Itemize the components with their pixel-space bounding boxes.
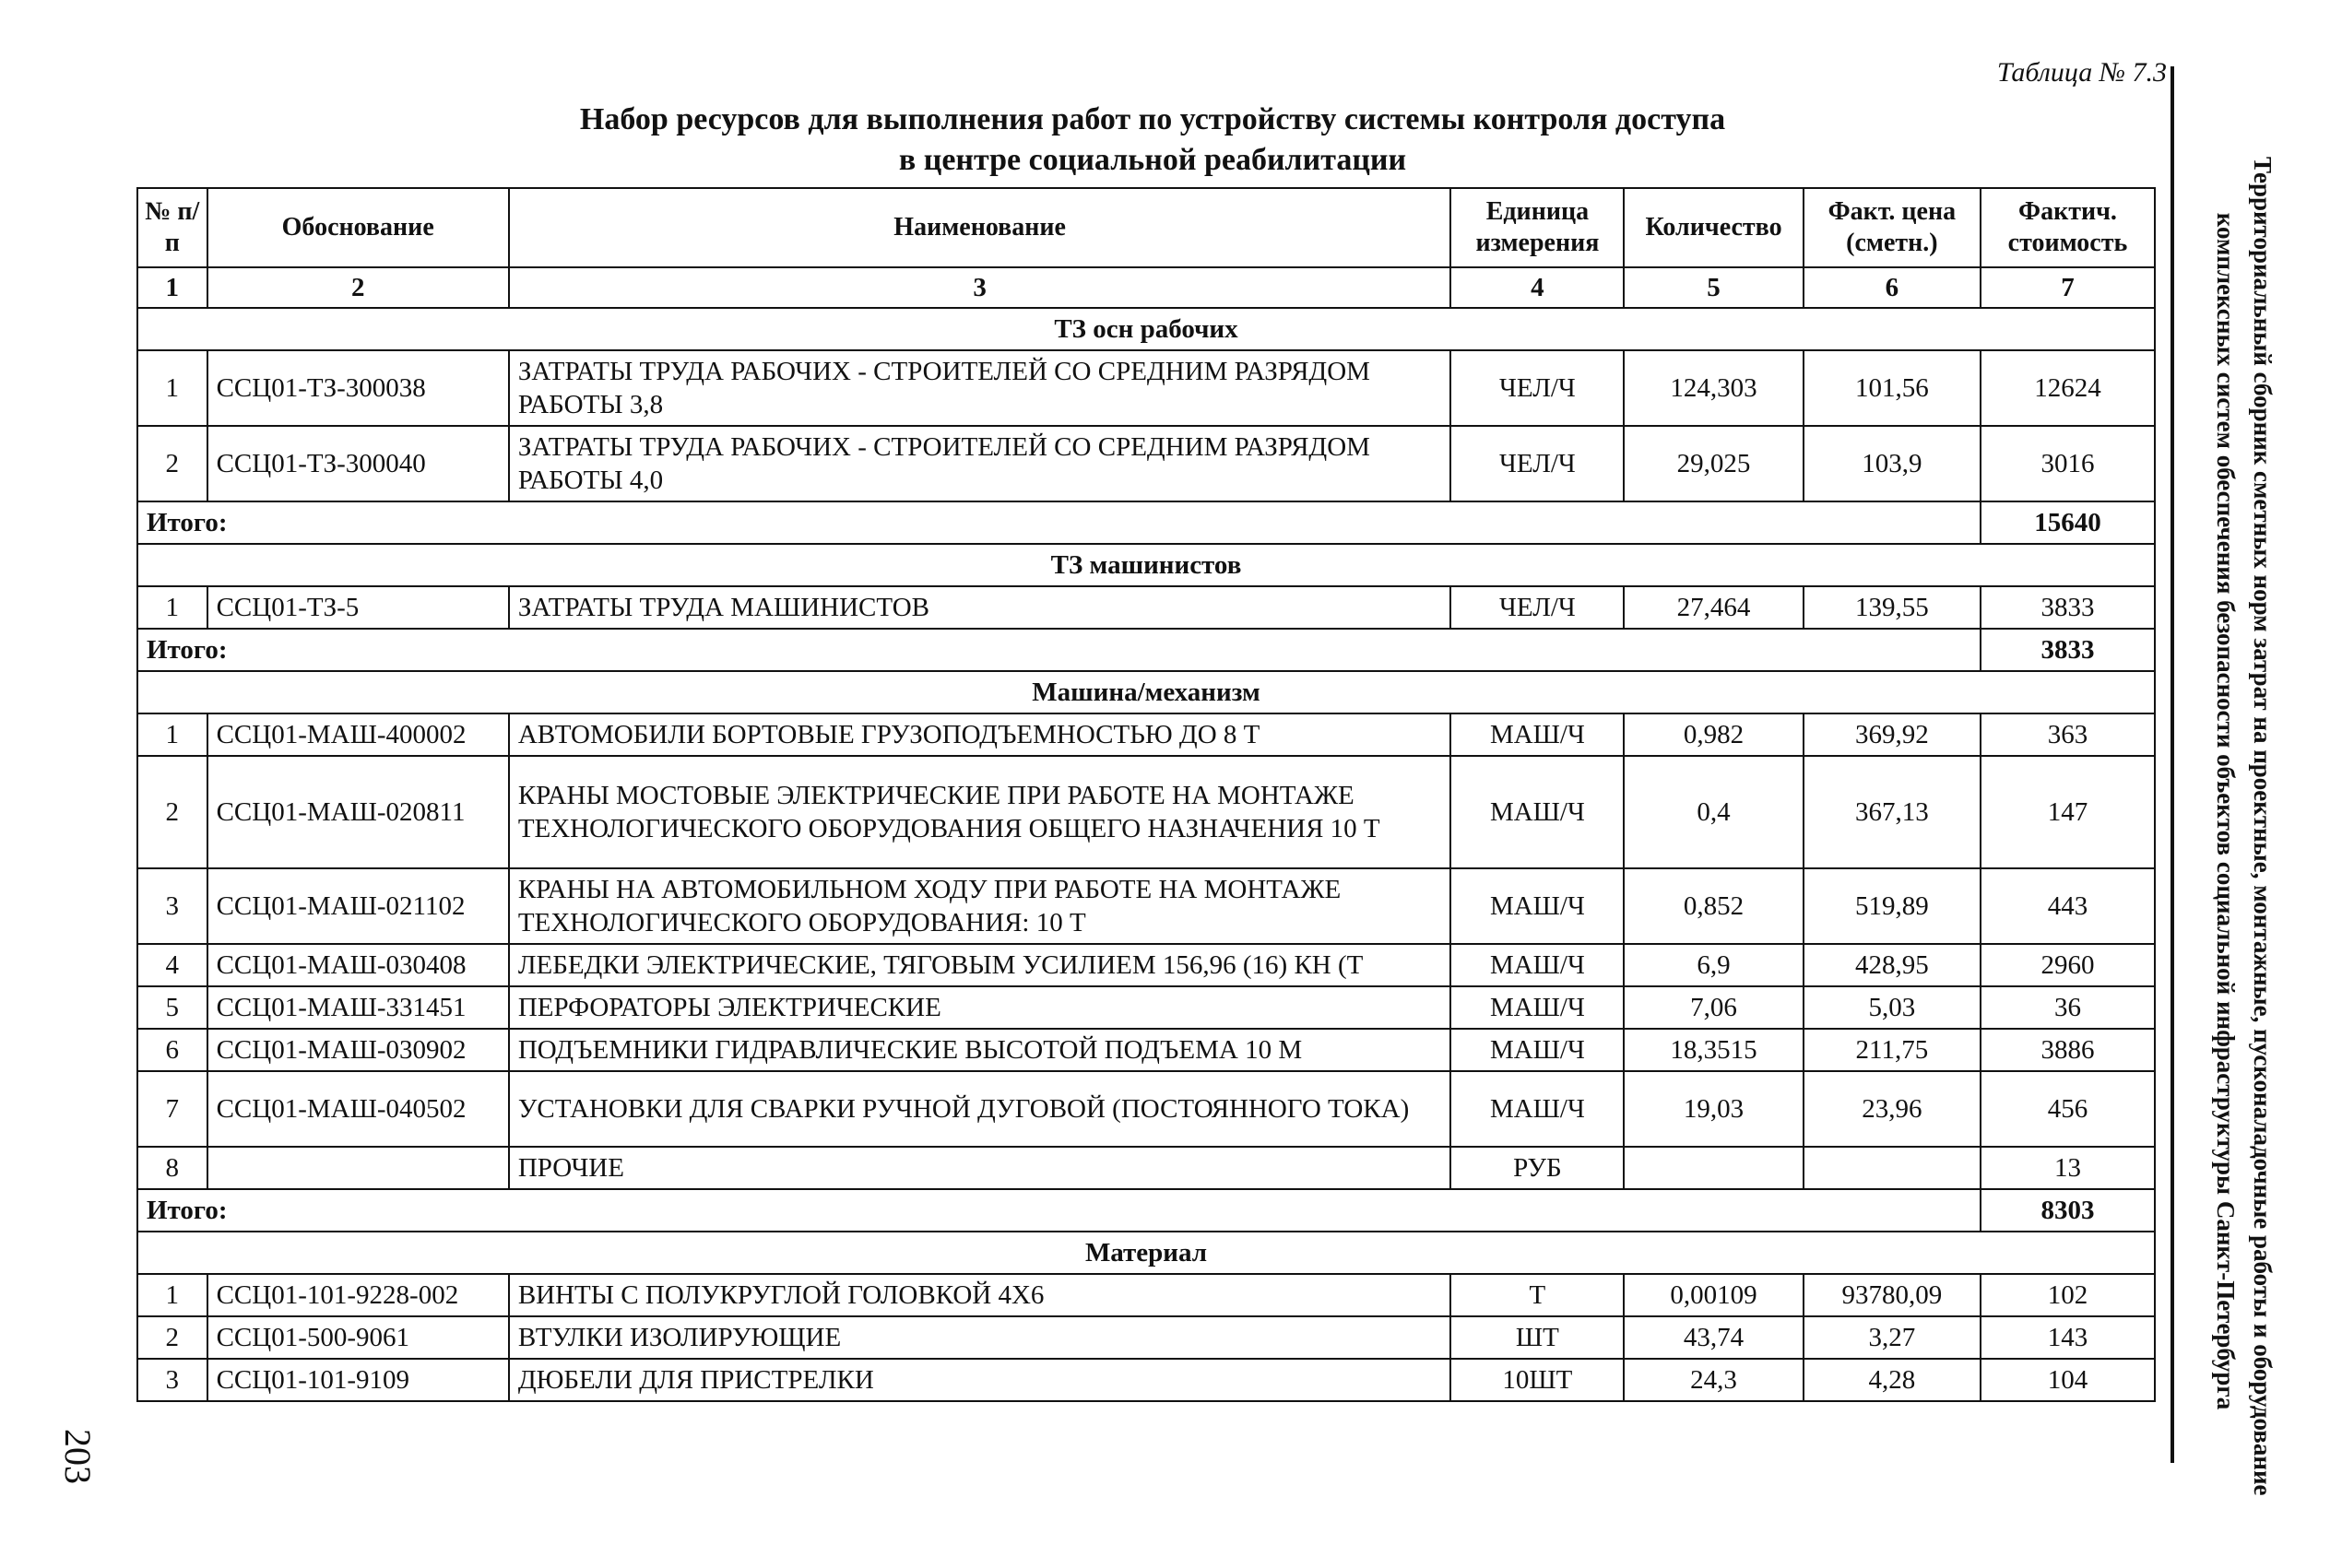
header-cell: Единица измерения	[1450, 188, 1624, 267]
table-row	[137, 986, 2155, 1029]
name-cell: УСТАНОВКИ ДЛЯ СВАРКИ РУЧНОЙ ДУГОВОЙ (ПОСТОЯННОГО ТОКА)	[509, 1071, 1451, 1147]
code-cell: ССЦ01-МАШ-021102	[207, 868, 509, 944]
cost-cell: 13	[1981, 1147, 2155, 1189]
name-cell: КРАНЫ НА АВТОМОБИЛЬНОМ ХОДУ ПРИ РАБОТЕ НА МОНТАЖЕ ТЕХНОЛОГИЧЕСКОГО ОБОРУДОВАНИЯ: 10 Т	[509, 868, 1451, 944]
cost-cell: 12624	[1981, 350, 2155, 426]
cost-cell: 2960	[1981, 944, 2155, 986]
section-title: Машина/механизм	[137, 671, 2155, 713]
unit-cell: 10ШТ	[1450, 1359, 1624, 1401]
unit-cell: МАШ/Ч	[1450, 868, 1624, 944]
unit-cell: МАШ/Ч	[1450, 713, 1624, 756]
header-row	[137, 188, 2155, 267]
table-row	[137, 944, 2155, 986]
total-label: Итого:	[137, 1189, 1981, 1232]
quantity-cell: 6,9	[1624, 944, 1803, 986]
unit-cell: МАШ/Ч	[1450, 944, 1624, 986]
section-header-row	[137, 544, 2155, 586]
cost-cell: 443	[1981, 868, 2155, 944]
quantity-cell: 124,303	[1624, 350, 1803, 426]
code-cell: ССЦ01-ТЗ-300040	[207, 426, 509, 501]
name-cell: АВТОМОБИЛИ БОРТОВЫЕ ГРУЗОПОДЪЕМНОСТЬЮ ДО 8 Т	[509, 713, 1451, 756]
unit-cell: Т	[1450, 1274, 1624, 1316]
name-cell: КРАНЫ МОСТОВЫЕ ЭЛЕКТРИЧЕСКИЕ ПРИ РАБОТЕ НА МОНТАЖЕ ТЕХНОЛОГИЧЕСКОГО ОБОРУДОВАНИЯ ОБЩЕГО НАЗНАЧЕНИЯ 10 Т	[509, 756, 1451, 868]
column-number-cell: 6	[1804, 267, 1981, 308]
section-header-row	[137, 671, 2155, 713]
row-number-cell: 7	[137, 1071, 207, 1147]
quantity-cell: 43,74	[1624, 1316, 1803, 1359]
header-cell: Наименование	[509, 188, 1451, 267]
column-number-cell: 4	[1450, 267, 1624, 308]
header-cell: Фактич. стоимость	[1981, 188, 2155, 267]
code-cell: ССЦ01-МАШ-040502	[207, 1071, 509, 1147]
price-cell: 101,56	[1804, 350, 1981, 426]
unit-cell: МАШ/Ч	[1450, 1029, 1624, 1071]
table-row	[137, 350, 2155, 426]
code-cell	[207, 1147, 509, 1189]
price-cell: 23,96	[1804, 1071, 1981, 1147]
unit-cell: РУБ	[1450, 1147, 1624, 1189]
column-number-cell: 1	[137, 267, 207, 308]
code-cell: ССЦ01-ТЗ-5	[207, 586, 509, 629]
quantity-cell: 0,00109	[1624, 1274, 1803, 1316]
total-label: Итого:	[137, 501, 1981, 544]
title-line-2: в центре социальной реабилитации	[898, 143, 1407, 177]
table-row	[137, 1029, 2155, 1071]
section-header-row	[137, 1232, 2155, 1274]
cost-cell: 36	[1981, 986, 2155, 1029]
quantity-cell: 27,464	[1624, 586, 1803, 629]
quantity-cell: 24,3	[1624, 1359, 1803, 1401]
row-number-cell: 2	[137, 756, 207, 868]
unit-cell: ШТ	[1450, 1316, 1624, 1359]
quantity-cell: 0,982	[1624, 713, 1803, 756]
row-number-cell: 2	[137, 426, 207, 501]
cost-cell: 147	[1981, 756, 2155, 868]
price-cell: 3,27	[1804, 1316, 1981, 1359]
quantity-cell: 7,06	[1624, 986, 1803, 1029]
resources-table	[136, 187, 2156, 1402]
cost-cell: 363	[1981, 713, 2155, 756]
table-row	[137, 426, 2155, 501]
table-row	[137, 1071, 2155, 1147]
row-number-cell: 6	[137, 1029, 207, 1071]
row-number-cell: 1	[137, 350, 207, 426]
name-cell: ЗАТРАТЫ ТРУДА РАБОЧИХ - СТРОИТЕЛЕЙ СО СРЕДНИМ РАЗРЯДОМ РАБОТЫ 3,8	[509, 350, 1451, 426]
row-number-cell: 2	[137, 1316, 207, 1359]
header-cell: Обоснование	[207, 188, 509, 267]
cost-cell: 104	[1981, 1359, 2155, 1401]
section-header-row	[137, 308, 2155, 350]
row-number-cell: 1	[137, 713, 207, 756]
section-title: Материал	[137, 1232, 2155, 1274]
price-cell: 5,03	[1804, 986, 1981, 1029]
table-row	[137, 1359, 2155, 1401]
table-row	[137, 868, 2155, 944]
row-number-cell: 1	[137, 586, 207, 629]
section-title: ТЗ машинистов	[137, 544, 2155, 586]
unit-cell: МАШ/Ч	[1450, 756, 1624, 868]
column-number-cell: 5	[1624, 267, 1803, 308]
price-cell	[1804, 1147, 1981, 1189]
cost-cell: 143	[1981, 1316, 2155, 1359]
total-row	[137, 1189, 2155, 1232]
name-cell: ДЮБЕЛИ ДЛЯ ПРИСТРЕЛКИ	[509, 1359, 1451, 1401]
row-number-cell: 8	[137, 1147, 207, 1189]
price-cell: 139,55	[1804, 586, 1981, 629]
total-value: 8303	[1981, 1189, 2155, 1232]
cost-cell: 456	[1981, 1071, 2155, 1147]
side-header-line-2: комплексных систем обеспечения безопасности объектов социальной инфраструктуры Санкт-Петербурга	[2212, 212, 2240, 1410]
row-number-cell: 3	[137, 1359, 207, 1401]
quantity-cell: 18,3515	[1624, 1029, 1803, 1071]
title-line-1: Набор ресурсов для выполнения работ по устройству системы контроля доступа	[579, 102, 1726, 136]
cost-cell: 3016	[1981, 426, 2155, 501]
price-cell: 519,89	[1804, 868, 1981, 944]
total-value: 15640	[1981, 501, 2155, 544]
code-cell: ССЦ01-МАШ-030902	[207, 1029, 509, 1071]
column-number-cell: 2	[207, 267, 509, 308]
code-cell: ССЦ01-МАШ-020811	[207, 756, 509, 868]
name-cell: ЗАТРАТЫ ТРУДА РАБОЧИХ - СТРОИТЕЛЕЙ СО СРЕДНИМ РАЗРЯДОМ РАБОТЫ 4,0	[509, 426, 1451, 501]
unit-cell: МАШ/Ч	[1450, 1071, 1624, 1147]
price-cell: 103,9	[1804, 426, 1981, 501]
row-number-cell: 1	[137, 1274, 207, 1316]
page-number: 203	[57, 1429, 99, 1484]
quantity-cell: 0,852	[1624, 868, 1803, 944]
price-cell: 367,13	[1804, 756, 1981, 868]
total-label: Итого:	[137, 629, 1981, 671]
name-cell: ВИНТЫ С ПОЛУКРУГЛОЙ ГОЛОВКОЙ 4Х6	[509, 1274, 1451, 1316]
name-cell: ВТУЛКИ ИЗОЛИРУЮЩИЕ	[509, 1316, 1451, 1359]
table-row	[137, 1147, 2155, 1189]
header-cell: Количество	[1624, 188, 1803, 267]
side-header-line-1: Территориальный сборник сметных норм затрат на проектные, монтажные, пусконаладочные работы и оборудование	[2249, 157, 2277, 1496]
table-row	[137, 713, 2155, 756]
cost-cell: 3833	[1981, 586, 2155, 629]
total-row	[137, 629, 2155, 671]
row-number-cell: 3	[137, 868, 207, 944]
quantity-cell: 29,025	[1624, 426, 1803, 501]
table-row	[137, 756, 2155, 868]
code-cell: ССЦ01-МАШ-331451	[207, 986, 509, 1029]
unit-cell: МАШ/Ч	[1450, 986, 1624, 1029]
header-cell: Факт. цена (сметн.)	[1804, 188, 1981, 267]
cost-cell: 102	[1981, 1274, 2155, 1316]
unit-cell: ЧЕЛ/Ч	[1450, 350, 1624, 426]
name-cell: ПРОЧИЕ	[509, 1147, 1451, 1189]
document-title	[138, 100, 2167, 181]
section-title: ТЗ осн рабочих	[137, 308, 2155, 350]
name-cell: ЗАТРАТЫ ТРУДА МАШИНИСТОВ	[509, 586, 1451, 629]
price-cell: 369,92	[1804, 713, 1981, 756]
price-cell: 93780,09	[1804, 1274, 1981, 1316]
margin-rule	[2170, 66, 2174, 1463]
code-cell: ССЦ01-МАШ-030408	[207, 944, 509, 986]
column-number-row	[137, 267, 2155, 308]
table-row	[137, 586, 2155, 629]
column-number-cell: 3	[509, 267, 1451, 308]
code-cell: ССЦ01-101-9228-002	[207, 1274, 509, 1316]
price-cell: 4,28	[1804, 1359, 1981, 1401]
quantity-cell	[1624, 1147, 1803, 1189]
code-cell: ССЦ01-101-9109	[207, 1359, 509, 1401]
side-running-header	[2189, 157, 2281, 1496]
cost-cell: 3886	[1981, 1029, 2155, 1071]
header-cell: № п/п	[137, 188, 207, 267]
code-cell: ССЦ01-ТЗ-300038	[207, 350, 509, 426]
column-number-cell: 7	[1981, 267, 2155, 308]
quantity-cell: 0,4	[1624, 756, 1803, 868]
unit-cell: ЧЕЛ/Ч	[1450, 426, 1624, 501]
name-cell: ПЕРФОРАТОРЫ ЭЛЕКТРИЧЕСКИЕ	[509, 986, 1451, 1029]
name-cell: ЛЕБЕДКИ ЭЛЕКТРИЧЕСКИЕ, ТЯГОВЫМ УСИЛИЕМ 156,96 (16) КН (Т	[509, 944, 1451, 986]
table-body	[137, 308, 2155, 1401]
total-row	[137, 501, 2155, 544]
price-cell: 428,95	[1804, 944, 1981, 986]
total-value: 3833	[1981, 629, 2155, 671]
table-row	[137, 1316, 2155, 1359]
name-cell: ПОДЪЕМНИКИ ГИДРАВЛИЧЕСКИЕ ВЫСОТОЙ ПОДЪЕМА 10 М	[509, 1029, 1451, 1071]
price-cell: 211,75	[1804, 1029, 1981, 1071]
table-row	[137, 1274, 2155, 1316]
code-cell: ССЦ01-500-9061	[207, 1316, 509, 1359]
code-cell: ССЦ01-МАШ-400002	[207, 713, 509, 756]
row-number-cell: 4	[137, 944, 207, 986]
quantity-cell: 19,03	[1624, 1071, 1803, 1147]
unit-cell: ЧЕЛ/Ч	[1450, 586, 1624, 629]
row-number-cell: 5	[137, 986, 207, 1029]
table-number-label: Таблица № 7.3	[1996, 57, 2167, 88]
